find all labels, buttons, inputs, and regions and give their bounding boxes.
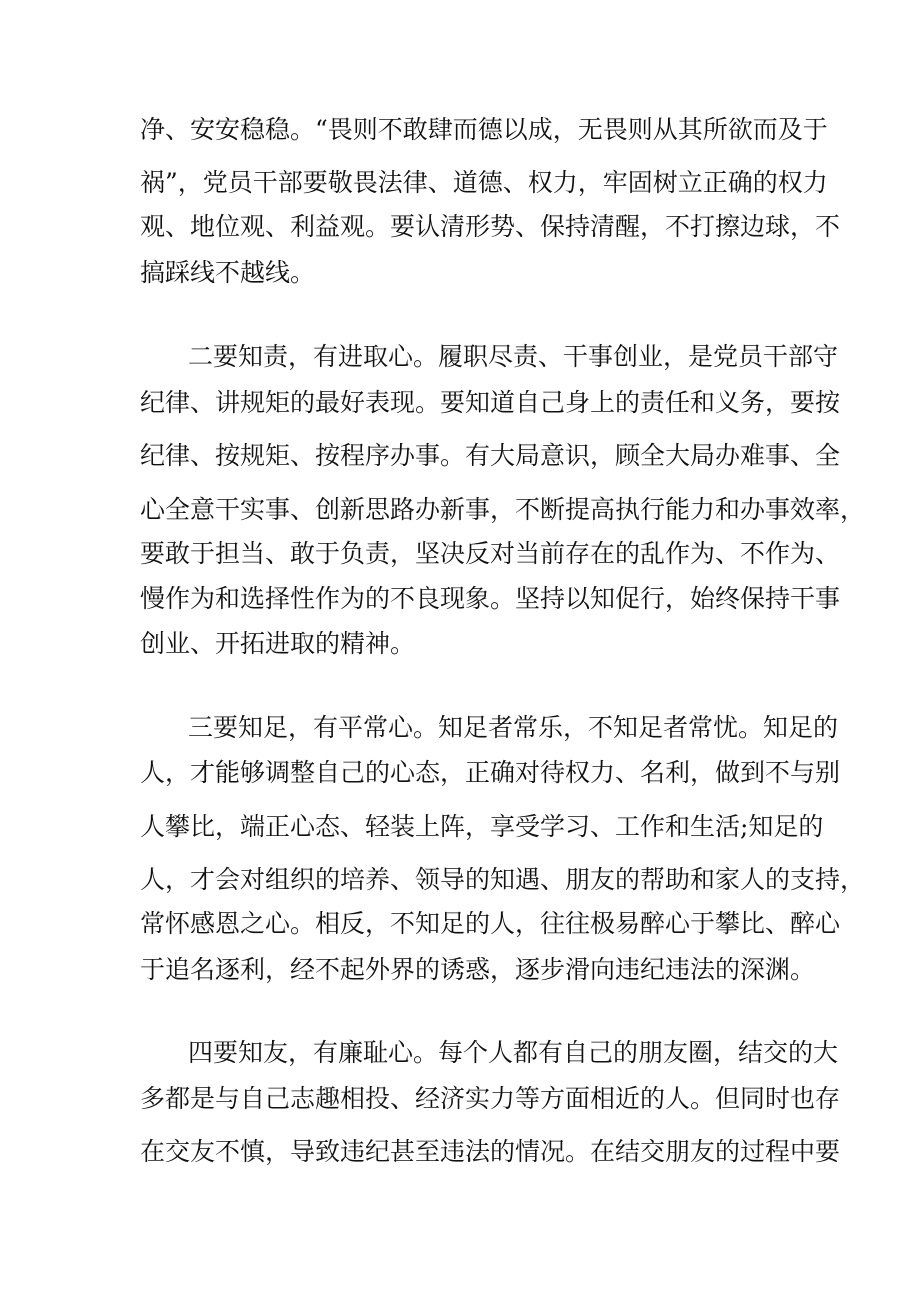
paragraph-2-line-2: 纪律、讲规矩的最好表现。要知道自己身上的责任和义务，要按: [140, 388, 841, 417]
paragraph-1-line-2: 祸”，党员干部要敬畏法律、道德、权力，牢固树立正确的权力: [140, 168, 828, 197]
paragraph-2-line-1: 二要知责，有进取心。履职尽责、干事创业，是党员干部守: [188, 342, 839, 371]
paragraph-2-line-7: 创业、开拓进取的精神。: [140, 629, 416, 658]
paragraph-4-line-3: 在交友不慎，导致违纪甚至违法的情况。在结交朋友的过程中要: [140, 1137, 841, 1166]
paragraph-1-line-1: 净、安安稳稳。“畏则不敢肆而德以成，无畏则从其所欲而及于: [140, 115, 828, 144]
paragraph-2-line-4: 心全意干实事、创新思路办新事，不断提高执行能力和办事效率，: [140, 495, 866, 524]
paragraph-3-line-2: 人，才能够调整自己的心态，正确对待权力、名利，做到不与别: [140, 758, 841, 787]
paragraph-3-line-6: 于追名逐利，经不起外界的诱惑，逐步滑向违纪违法的深渊。: [140, 955, 816, 984]
paragraph-2-line-5: 要敢于担当、敢于负责，坚决反对当前存在的乱作为、不作为、: [140, 539, 841, 568]
paragraph-3-line-5: 常怀感恩之心。相反，不知足的人，往往极易醉心于攀比、醉心: [140, 909, 841, 938]
paragraph-3-line-4: 人，才会对组织的培养、领导的知遇、朋友的帮助和家人的支持，: [140, 865, 866, 894]
paragraph-4-line-1: 四要知友，有廉耻心。每个人都有自己的朋友圈，结交的大: [188, 1038, 839, 1067]
paragraph-3-line-3: 人攀比，端正心态、轻装上阵，享受学习、工作和生活;知足的: [140, 812, 824, 841]
paragraph-1-line-3: 观、地位观、利益观。要认清形势、保持清醒，不打擦边球，不: [140, 212, 841, 241]
paragraph-4-line-2: 多都是与自己志趣相投、经济实力等方面相近的人。但同时也存: [140, 1084, 841, 1113]
paragraph-2-line-3: 纪律、按规矩、按程序办事。有大局意识，顾全大局办难事、全: [140, 441, 841, 470]
paragraph-1-line-4: 搞踩线不越线。: [140, 258, 316, 287]
paragraph-3-line-1: 三要知足，有平常心。知足者常乐，不知足者常忧。知足的: [188, 713, 839, 742]
paragraph-2-line-6: 慢作为和选择性作为的不良现象。坚持以知促行，始终保持干事: [140, 584, 841, 613]
